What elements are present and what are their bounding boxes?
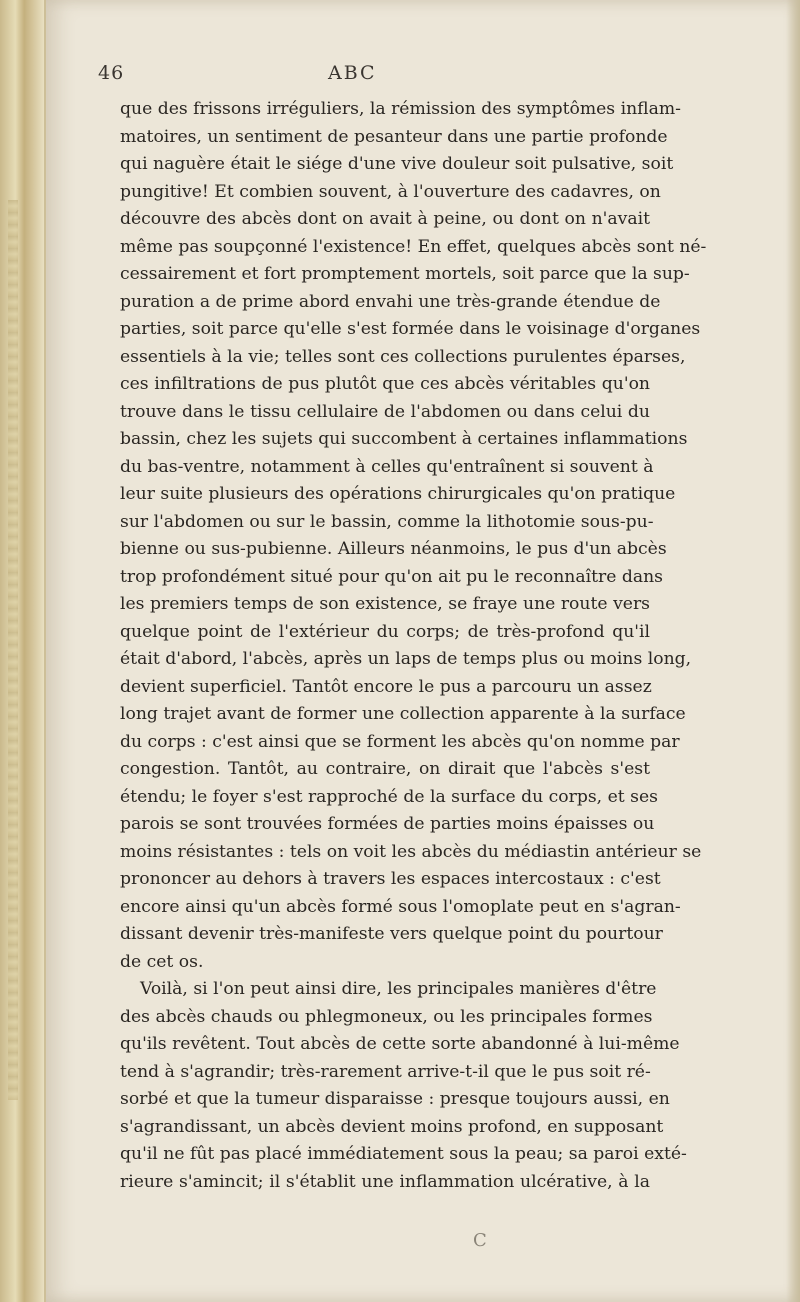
text-line: découvre des abcès dont on avait à peine, ou dont on n'avait [120,209,650,229]
text-line: trop profondément situé pour qu'on ait pu le reconnaître dans [120,566,663,587]
paragraph [120,96,707,976]
text-line: tend à s'agrandir; très-rarement arrive-t-il que le pus soit ré- [120,1061,651,1082]
text-line: congestion. Tantôt, au contraire, on dirait que l'abcès s'est [120,759,650,779]
paragraph [120,976,687,1196]
body-text [120,96,707,1196]
text-line: puration a de prime abord envahi une très-grande étendue de [120,291,661,312]
text-line: Voilà, si l'on peut ainsi dire, les principales manières d'être [140,979,657,999]
text-line: bienne ou sus-pubienne. Ailleurs néanmoins, le pus d'un abcès [120,539,667,559]
page-number: 46 [98,62,125,84]
text-line: encore ainsi qu'un abcès formé sous l'omoplate peut en s'agran- [120,896,681,917]
text-line: pungitive! Et combien souvent, à l'ouverture des cadavres, on [120,181,661,202]
text-line: cessairement et fort promptement mortels, soit parce que la sup- [120,264,690,284]
text-line: devient superficiel. Tantôt encore le pus a parcouru un assez [120,676,652,697]
text-line: matoires, un sentiment de pesanteur dans une partie profonde [120,126,668,147]
text-line: du bas-ventre, notamment à celles qu'entraînent si souvent à [120,456,654,477]
text-line: s'agrandissant, un abcès devient moins profond, en supposant [120,1116,664,1137]
text-line: rieure s'amincit; il s'établit une inflammation ulcérative, à la [120,1171,650,1192]
text-line: sorbé et que la tumeur disparaisse : presque toujours aussi, en [120,1089,670,1109]
text-line: moins résistantes : tels on voit les abcès du médiastin antérieur se [120,841,702,862]
text-line: sur l'abdomen ou sur le bassin, comme la lithotomie sous-pu- [120,511,654,532]
text-line: quelque point de l'extérieur du corps; de très-profond qu'il [120,621,650,642]
text-line: qu'il ne fût pas placé immédiatement sous la peau; sa paroi exté- [120,1144,687,1164]
signature-mark: C [473,1230,487,1251]
text-line: même pas soupçonné l'existence! En effet, quelques abcès sont né- [120,236,707,257]
page-edge-shadow [786,0,800,1302]
text-line: du corps : c'est ainsi que se forment les abcès qu'on nomme par [120,731,680,752]
text-line: les premiers temps de son existence, se fraye une route vers [120,594,650,614]
text-line: de cet os. [120,951,204,972]
binding-texture [8,200,18,1100]
text-line: dissant devenir très-manifeste vers quelque point du pourtour [120,924,663,944]
text-line: qui naguère était le siége d'une vive douleur soit pulsative, soit [120,154,674,174]
book-binding-edge [0,0,46,1302]
running-head: ABC [328,62,377,84]
text-line: parties, soit parce qu'elle s'est formée dans le voisinage d'organes [120,319,701,339]
text-line: long trajet avant de former une collection apparente à la surface [120,704,686,724]
page-header [98,62,658,90]
text-line: ces infiltrations de pus plutôt que ces abcès véritables qu'on [120,374,650,394]
text-line: bassin, chez les sujets qui succombent à certaines inflammations [120,429,688,449]
text-line: prononcer au dehors à travers les espaces intercostaux : c'est [120,869,661,889]
text-line: des abcès chauds ou phlegmoneux, ou les principales formes [120,1006,653,1027]
text-line: parois se sont trouvées formées de parties moins épaisses ou [120,814,655,834]
text-line: qu'ils revêtent. Tout abcès de cette sorte abandonné à lui-même [120,1034,680,1054]
text-line: étendu; le foyer s'est rapproché de la surface du corps, et ses [120,786,658,807]
text-line: était d'abord, l'abcès, après un laps de temps plus ou moins long, [120,649,692,669]
text-line: que des frissons irréguliers, la rémission des symptômes inflam- [120,99,681,119]
text-line: essentiels à la vie; telles sont ces collections purulentes éparses, [120,346,686,367]
text-line: trouve dans le tissu cellulaire de l'abdomen ou dans celui du [120,401,650,422]
text-line: leur suite plusieurs des opérations chirurgicales qu'on pratique [120,484,676,504]
